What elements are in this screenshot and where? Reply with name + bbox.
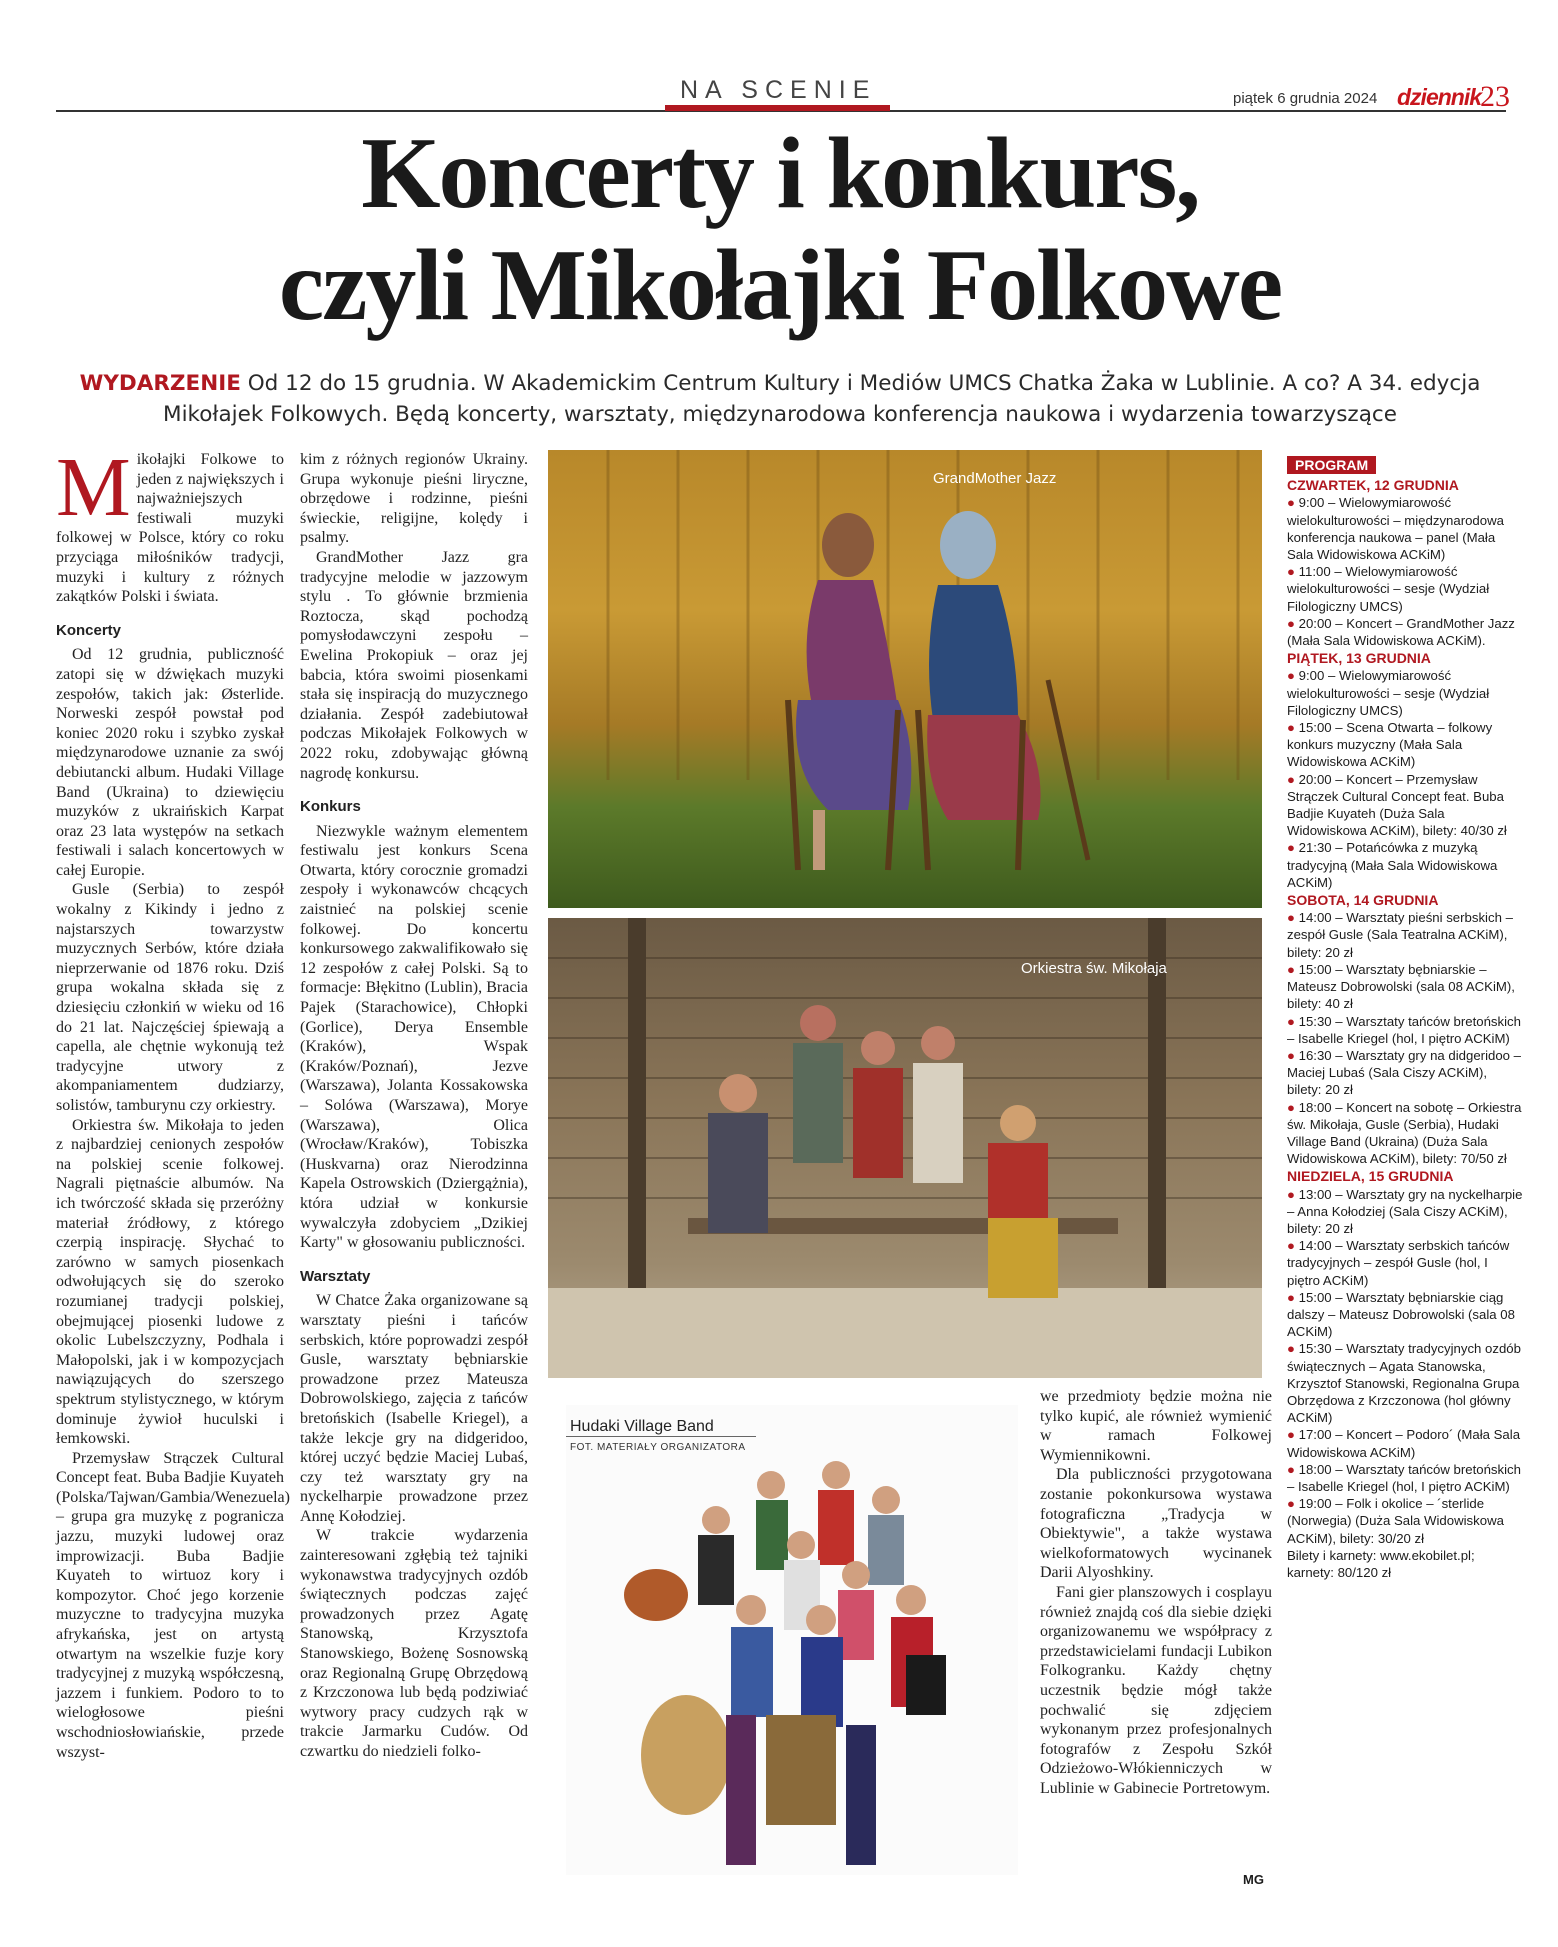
bullet-icon: ● [1287, 1186, 1299, 1202]
article-column-2 [300, 450, 528, 1762]
section-label: NA SCENIE [680, 76, 877, 104]
headline-line-2: czyli Mikołajki Folkowe [278, 229, 1282, 342]
bullet-icon: ● [1287, 495, 1299, 511]
bullet-icon: ● [1287, 1013, 1299, 1029]
headline-line-1: Koncerty i konkurs, [361, 117, 1199, 230]
program-event: ● 18:00 – Warsztaty tańców bretońskich – Isabelle Kriegel (hol, I piętro ACKiM) [1287, 1461, 1521, 1494]
program-day: SOBOTA, 14 GRUDNIA [1287, 892, 1439, 909]
photo-caption: GrandMother Jazz [933, 470, 1057, 487]
author-signature: MG [1243, 1872, 1264, 1887]
program-event: ● 19:00 – Folk i okolice – ´sterlide (Norwegia) (Duża Sala Widowiskowa ACKiM), bilety: 30/20 zł [1287, 1496, 1504, 1546]
bullet-icon: ● [1287, 1341, 1299, 1357]
program-event: ● 14:00 – Warsztaty pieśni serbskich – zespół Gusle (Sala Teatralna ACKiM), bilety: 20 zł [1287, 910, 1513, 960]
photo-caption: Hudaki Village Band [570, 1418, 714, 1435]
photo-hudaki-village-band [566, 1405, 1018, 1875]
photo-orkiestra-sw-mikolaja [548, 918, 1262, 1378]
paragraph: Fani gier planszowych i cosplayu również znajdą coś dla siebie dzięki organizowanemu we współpracy z przedstawicielami fundacji Lubikon Folkogranku. Każdy chętny uczestnik będzie mógł także pochwalić się zdjęciem wykonanym przez profesjonalnych fotografów z Zespołu Szkół Odzieżowo-Włókienniczych w Lublinie w Gabinecie Portretowym. [1040, 1583, 1272, 1797]
paragraph: Orkiestra św. Mikołaja to jeden z najbardziej cenionych zespołów na polskiej scenie folkowej. Nagrali piętnaście albumów. Na ich twórczość składa się przeróżny materiał źródłowy, z którego czerpią inspirację. Słychać to zarówno w samych piosenkach odwołujących się do szeroko rozumianej tradycji polskiej, obejmującej piosenki ludowe z okolic Lubelszczyzny, Podhala i Małopolski, jak i w kompozycjach nawiązujących do szerszego spektrum stylistycznego, w którym dominuje żywioł huculski i łemkowski. [56, 1116, 284, 1448]
photo-grandmother-jazz [548, 450, 1262, 908]
subheading-koncerty: Koncerty [56, 621, 122, 639]
paragraph: GrandMother Jazz gra tradycyjne melodie w jazzowym stylu . To głównie brzmienia Roztocza, skąd pochodzą pomysłodawczyni zespołu – Ewelina Prokopiuk – oraz jej babcia, która swoimi piosenkami stała się inspiracją do muzycznego działania. Zespół zadebiutował podczas Mikołajek Folkowych w 2022 roku, zdobywając główną nagrodę konkursu. [300, 548, 528, 782]
bullet-icon: ● [1287, 1238, 1299, 1254]
subheading-warsztaty: Warsztaty [300, 1267, 371, 1285]
bullet-icon: ● [1287, 564, 1299, 580]
bullet-icon: ● [1287, 615, 1299, 631]
paragraph: kim z różnych regionów Ukrainy. Grupa wykonuje pieśni liryczne, obrzędowe i rodzinne, pieśni świeckie, religijne, kolędy i psalmy. [300, 451, 528, 547]
lead-text: Od 12 do 15 grudnia. W Akademickim Centrum Kultury i Mediów UMCS Chatka Żaka w Lublinie. A co? A 34. edycja Mikołajek Folkowych. Będą koncerty, warsztaty, międzynarodowa konferencja naukowa i wydarzenia towarzyszące [163, 371, 1481, 427]
bullet-icon: ● [1287, 771, 1299, 787]
bullet-icon: ● [1287, 1496, 1299, 1512]
intro-text: ikołajki Folkowe to jeden z największych i najważniejszych festiwali muzyki folkowej w Polsce, który co roku przyciąga miłośników tradycji, muzyki i kultury z różnych zakątków Polski i świata. [56, 451, 284, 606]
paragraph: W Chatce Żaka organizowane są warsztaty pieśni i tańców serbskich, które poprowadzi zespół Gusle, warsztaty bębniarskie prowadzone przez Mateusza Dobrowolskiego, zajęcia z tańców bretońskich (Isabelle Kriegel), a także lekcje gry na didgeridoo, której uczyć będzie Maciej Lubaś, czy też warsztaty gry na nyckelharpie prowadzone przez Annę Kołodziej. [300, 1292, 528, 1525]
bullet-icon: ● [1287, 961, 1299, 977]
program-sidebar [1287, 456, 1523, 1581]
bullet-icon: ● [1287, 1427, 1299, 1443]
paragraph: Od 12 grudnia, publiczność zatopi się w dźwiękach muzyki zespołów, takich jak: Østerlide. Norweski zespół powstał pod koniec 2020 roku i szybko zyskał międzynarodowe uznanie za swój debiutancki album. Hudaki Village Band (Ukraina) to dziewięciu muzyków z ukraińskich Karpat oraz 23 lata występów na setkach festiwali i salach koncertowych w całej Europie. [56, 646, 284, 879]
intro-paragraph [56, 441, 284, 607]
headline [60, 118, 1500, 342]
program-badge: PROGRAM [1287, 456, 1376, 474]
program-event: ● 20:00 – Koncert – Przemysław Strączek Cultural Concept feat. Buba Badjie Kuyateh (Duża Sala Widowiskowa ACKiM), bilety: 40/30 zł [1287, 771, 1507, 839]
program-event: ● 20:00 – Koncert – GrandMother Jazz (Mała Sala Widowiskowa ACKiM). [1287, 615, 1515, 649]
program-event: ● 9:00 – Wielowymiarowość wielokulturowości – międzynarodowa konferencja naukowa – panel (Mała Sala Widowiskowa ACKiM) [1287, 495, 1504, 563]
bullet-icon: ● [1287, 720, 1299, 736]
subheading-konkurs: Konkurs [300, 798, 361, 816]
program-event: ● 11:00 – Wielowymiarowość wielokulturowości – sesje (Wydział Filologiczny UMCS) [1287, 564, 1490, 614]
program-day: CZWARTEK, 12 GRUDNIA [1287, 477, 1459, 494]
program-event: ● 21:30 – Potańcówka z muzyką tradycyjną (Mała Sala Widowiskowa ACKiM) [1287, 840, 1498, 890]
bullet-icon: ● [1287, 1047, 1299, 1063]
photo-credit: FOT. MATERIAŁY ORGANIZATORA [570, 1442, 746, 1453]
paragraph: Dla publiczności przygotowana zostanie pokonkursowa wystawa fotograficzna „Tradycja w Obiektywie", a także wystawa wielkoformatowych wycinanek Darii Alyoshkiny. [1040, 1466, 1272, 1582]
program-event: ● 13:00 – Warsztaty gry na nyckelharpie – Anna Kołodziej (Sala Ciszy ACKiM), bilety: 20 zł [1287, 1186, 1523, 1236]
program-event: ● 15:00 – Warsztaty bębniarskie ciąg dalszy – Mateusz Dobrowolski (sala 08 ACKiM) [1287, 1289, 1515, 1340]
paragraph: Przemysław Strączek Cultural Concept feat. Buba Badjie Kuyateh (Polska/Tajwan/Gambia/Wenezuela) – grupa gra muzykę z pogranicza jazzu, muzyki ludowej oraz improwizacji. Buba Badjie Kuyateh to wirtuoz kory i kompozytor. Choć jego korzenie muzyczne to tradycyjna muzyka afrykańska, jest on artystą otwartym na wszelkie fuzje kory tradycyjnej z muzyką współczesną, jazzem i funkiem. Podoro to to wielogłosowe pieśni wschodniosłowiańskie, przede wszyst- [56, 1449, 290, 1761]
section-underline [665, 105, 890, 111]
drop-cap: M [56, 441, 131, 534]
photo-orkiestra-illustration [548, 918, 1262, 1378]
program-day: PIĄTEK, 13 GRUDNIA [1287, 650, 1431, 667]
bullet-icon: ● [1287, 668, 1299, 684]
program-event: ● 15:30 – Warsztaty tańców bretońskich – Isabelle Kriegel (hol, I piętro ACKiM) [1287, 1013, 1521, 1046]
program-event: ● 9:00 – Wielowymiarowość wielokulturowości – sesje (Wydział Filologiczny UMCS) [1287, 668, 1490, 718]
program-tickets: Bilety i karnety: www.ekobilet.pl; karnety: 80/120 zł [1287, 1547, 1475, 1580]
photo-caption: Orkiestra św. Mikołaja [1021, 960, 1167, 977]
bullet-icon: ● [1287, 840, 1299, 856]
program-event: ● 15:30 – Warsztaty tradycyjnych ozdób świątecznych – Agata Stanowska, Krzysztof Stanowski, Regionalna Grupa Obrzędowa z Krzczonowa (hol główny ACKiM) [1287, 1341, 1521, 1426]
brand-logo: dziennik [1397, 84, 1482, 110]
article-column-3 [1040, 1387, 1272, 1798]
bullet-icon: ● [1287, 1461, 1299, 1477]
program-day: NIEDZIELA, 15 GRUDNIA [1287, 1168, 1454, 1185]
bullet-icon: ● [1287, 910, 1299, 926]
article-column-1 [56, 441, 290, 1762]
lead [40, 368, 1520, 430]
photo-grandmother-jazz-illustration [548, 450, 1262, 908]
paragraph: W trakcie wydarzenia zainteresowani zgłębią też tajniki wykonawstwa tradycyjnych ozdób świątecznych podczas zajęć prowadzonych przez Agatę Stanowską, Krzysztofa Stanowskiego, Bożenę Sosnowską oraz Regionalną Grupę Obrzędową z Krzczonowa lub będą podziwiać wytwory pracy cudzych rąk w trakcie Jarmarku Cudów. Od czwartku do niedzieli folko- [300, 1527, 528, 1760]
program-event: ● 17:00 – Koncert – Podoro´ (Mała Sala Widowiskowa ACKiM) [1287, 1427, 1521, 1460]
bullet-icon: ● [1287, 1289, 1299, 1305]
program-event: ● 15:00 – Warsztaty bębniarskie – Mateusz Dobrowolski (sala 08 ACKiM), bilety: 40 zł [1287, 961, 1515, 1012]
photo-hudaki-illustration [566, 1405, 1018, 1875]
lead-kicker: WYDARZENIE [79, 371, 241, 396]
issue-date: piątek 6 grudnia 2024 [1233, 90, 1378, 107]
bullet-icon: ● [1287, 1099, 1299, 1115]
program-event: ● 16:30 – Warsztaty gry na didgeridoo – Maciej Lubaś (Sala Ciszy ACKiM), bilety: 20 zł [1287, 1047, 1521, 1098]
program-event: ● 18:00 – Koncert na sobotę – Orkiestra św. Mikołaja, Gusle (Serbia), Hudaki Village Band (Ukraina) (Duża Sala Widowiskowa ACKiM), bilety: 70/50 zł [1287, 1099, 1522, 1167]
paragraph: we przedmioty będzie można nie tylko kupić, ale również wymienić w ramach Folkowej Wymiennikowni. [1040, 1388, 1272, 1464]
paragraph: Gusle (Serbia) to zespół wokalny z Kikindy i jedno z najstarszych towarzystw muzycznych Serbów, które działa nieprzerwanie od 1876 roku. Dziś grupa wokalna składa się z dziesięciu członkiń w wieku od 16 do 21 lat. Najczęściej śpiewają a capella, ale chętnie wykonują też tradycyjne utwory z akompaniamentem dudziarzy, solistów, tamburynu czy orkiestry. [56, 881, 284, 1114]
page-number: 23 [1480, 80, 1510, 113]
program-event: ● 15:00 – Scena Otwarta – folkowy konkurs muzyczny (Mała Sala Widowiskowa ACKiM) [1287, 720, 1493, 770]
paragraph: Niezwykle ważnym elementem festiwalu jest konkurs Scena Otwarta, który corocznie gromadzi zespoły i wykonawców chcących zaistnieć na polskiej scenie folkowej. Do koncertu konkursowego zakwalifikowało się 12 zespołów z całej Polski. Są to formacje: Błękitno (Lublin), Bracia Pajek (Starachowice), Chłopki (Gorlice), Derya Ensemble (Kraków), Wspak (Kraków/Poznań), Jezve (Warszawa), Jolanta Kossakowska – Solówa (Warszawa), Morye (Warszawa), Olica (Wrocław/Kraków), Tobiszka (Huskvarna) oraz Nierodzinna Kapela Ostrowskich (Dziergążnia), która udział w konkursie wywalczyła zdobyciem „Dzikiej Karty" w głosowaniu publiczności. [300, 822, 528, 1252]
caption-rule [566, 1436, 756, 1437]
program-event: ● 14:00 – Warsztaty serbskich tańców tradycyjnych – zespół Gusle (hol, I piętro ACKiM) [1287, 1238, 1510, 1288]
